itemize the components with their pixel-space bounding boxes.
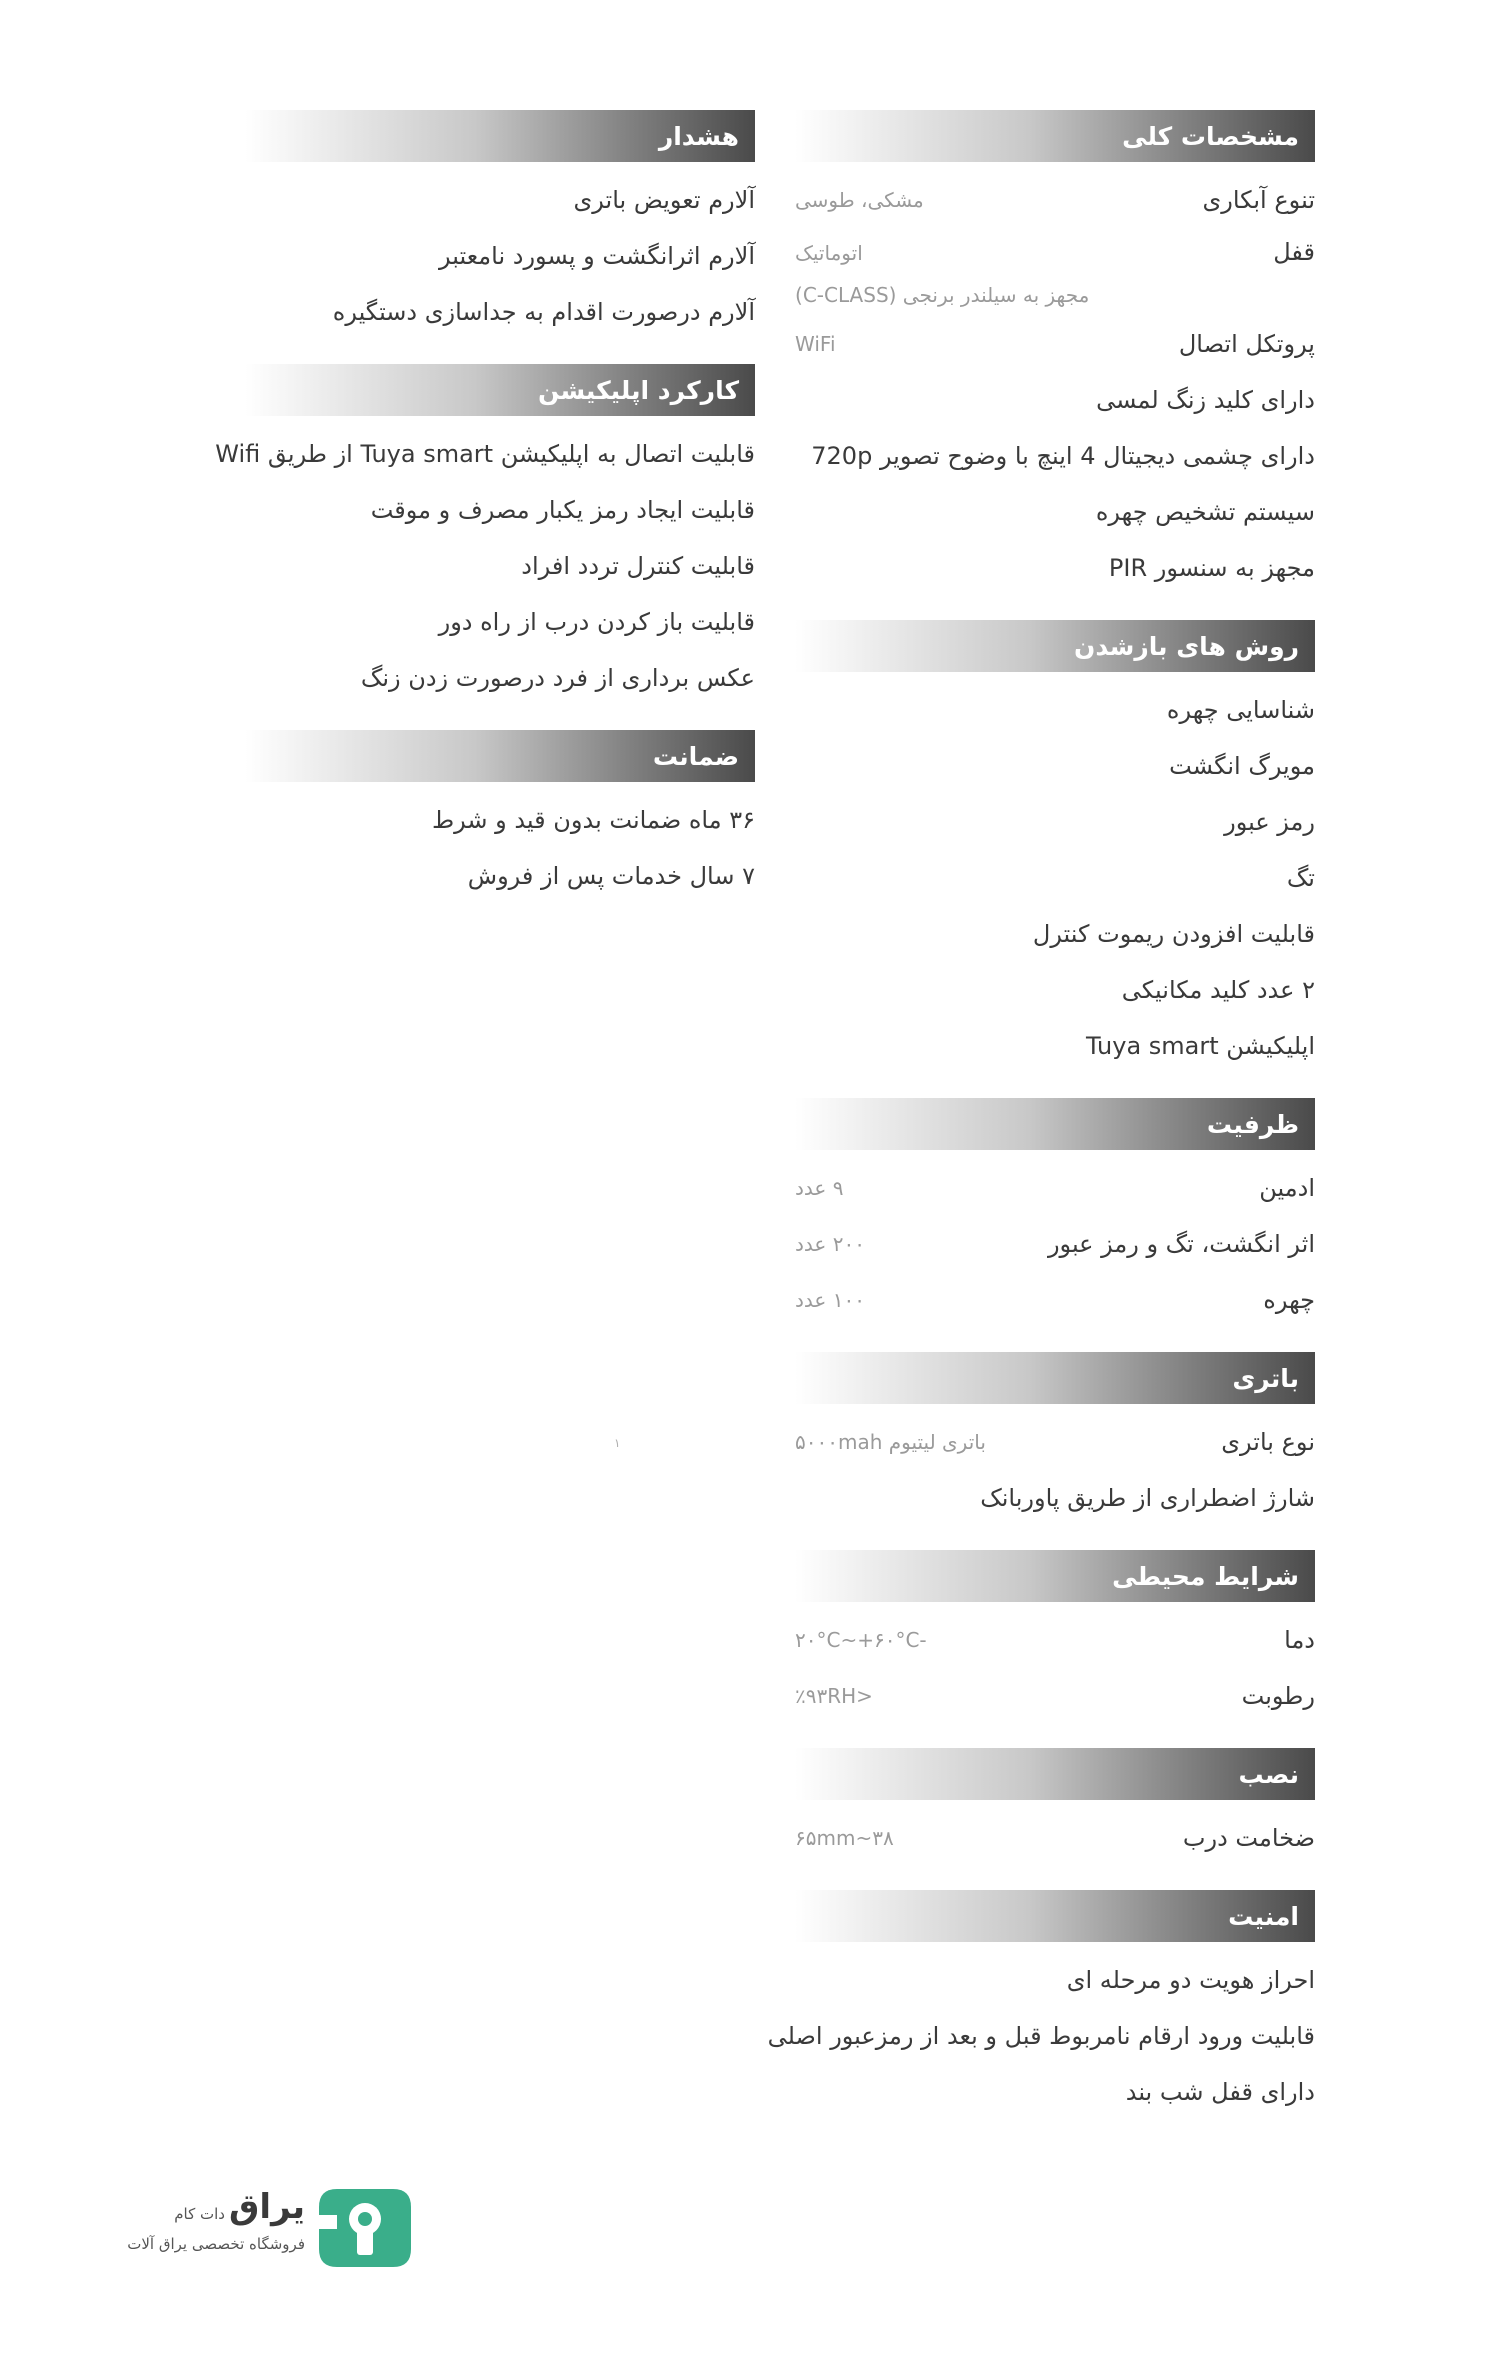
spec-row (795, 1668, 1315, 1724)
brand-name: یراق (229, 2187, 305, 2227)
spec-value: ۲۰۰ عدد (795, 1232, 865, 1256)
spec-value-line: اتوماتیک (795, 241, 863, 265)
left-column (215, 110, 755, 904)
right-column (767, 110, 1315, 2120)
list-item: سیستم تشخیص چهره (1095, 498, 1315, 526)
spec-value: ۹ عدد (795, 1176, 844, 1200)
section-header-capacity (795, 1098, 1315, 1150)
spec-row (795, 1272, 1315, 1328)
section-header-warning (245, 110, 755, 162)
section-header-environment (795, 1550, 1315, 1602)
list-item: قابلیت ورود ارقام نامربوط قبل و بعد از رمزعبور اصلی (767, 2022, 1315, 2050)
key-lock-icon (315, 2185, 415, 2271)
list-item: مجهز به سنسور PIR (1108, 554, 1315, 582)
spec-label: رطوبت (1241, 1682, 1315, 1710)
section-header-battery (795, 1352, 1315, 1404)
section-header-security (795, 1890, 1315, 1942)
list-item: احراز هویت دو مرحله ای (1066, 1966, 1315, 1994)
list-item: دارای چشمی دیجیتال 4 اینچ با وضوح تصویر 720p (811, 442, 1315, 470)
list-item: قابلیت اتصال به اپلیکیشن Tuya smart از طریق Wifi (215, 440, 755, 468)
section-title: هشدار (658, 121, 739, 151)
spec-label: اثر انگشت، تگ و رمز عبور (1047, 1230, 1315, 1258)
spec-row (795, 1414, 1315, 1470)
list-item: رمز عبور (1224, 808, 1315, 836)
list-item: تگ (1286, 864, 1315, 892)
spec-label: چهره (1263, 1286, 1315, 1314)
section-header-warranty (245, 730, 755, 782)
spec-row (795, 228, 1315, 316)
section-title: امنیت (1228, 1901, 1299, 1931)
spec-value: باتری لیتیوم ۵۰۰۰mah (795, 1430, 986, 1454)
list-item: قابلیت افزودن ریموت کنترل (1032, 920, 1315, 948)
section-title: شرایط محیطی (1112, 1561, 1299, 1591)
section-title: ضمانت (652, 741, 739, 771)
list-item: دارای کلید زنگ لمسی (1096, 386, 1315, 414)
spec-value: ۱۰۰ عدد (795, 1288, 865, 1312)
list-item: ۳۶ ماه ضمانت بدون قید و شرط (431, 806, 755, 834)
spec-value-line: مجهز به سیلندر برنجی (C-CLASS) (795, 283, 1090, 307)
spec-value: مشکی، طوسی (795, 188, 924, 212)
spec-row (795, 1216, 1315, 1272)
spec-label: نوع باتری (1221, 1428, 1315, 1456)
spec-value: ۳۸~۶۵mm (795, 1826, 894, 1850)
spec-value (795, 232, 1089, 316)
list-item: آلارم اثرانگشت و پسورد نامعتبر (439, 242, 755, 270)
list-item: شارژ اضطراری از طریق پاوربانک (980, 1484, 1315, 1512)
spec-label: ادمین (1259, 1174, 1315, 1202)
spec-label: ضخامت درب (1182, 1824, 1315, 1852)
list-item: عکس برداری از فرد درصورت زدن زنگ (360, 664, 755, 692)
section-title: روش های بازشدن (1074, 631, 1299, 661)
section-title: مشخصات کلی (1122, 121, 1299, 151)
list-item: مویرگ انگشت (1169, 752, 1315, 780)
spec-label: تنوع آبکاری (1202, 186, 1315, 214)
list-item: قابلیت ایجاد رمز یکبار مصرف و موقت (370, 496, 755, 524)
spec-value: -۲۰°C~+۶۰°C (795, 1628, 927, 1652)
spec-row (795, 1160, 1315, 1216)
list-item: اپلیکیشن Tuya smart (1086, 1032, 1315, 1060)
list-item: قابلیت باز کردن درب از راه دور (438, 608, 755, 636)
section-title: نصب (1238, 1759, 1299, 1789)
section-header-general (795, 110, 1315, 162)
spec-row (795, 1810, 1315, 1866)
page-mark: ۱ (614, 1436, 621, 1450)
brand-suffix: دات کام (174, 2205, 225, 2223)
section-header-app (245, 364, 755, 416)
spec-label: دما (1284, 1626, 1315, 1654)
section-title: باتری (1232, 1363, 1299, 1393)
brand-tagline: فروشگاه تخصصی یراق آلات (127, 2235, 305, 2253)
spec-label: پروتکل اتصال (1178, 330, 1315, 358)
section-title: ظرفیت (1206, 1109, 1299, 1139)
list-item: ۷ سال خدمات پس از فروش (467, 862, 755, 890)
spec-label: قفل (1273, 238, 1315, 266)
spec-value: WiFi (795, 332, 836, 356)
section-header-unlock (795, 620, 1315, 672)
list-item: قابلیت کنترل تردد افراد (521, 552, 755, 580)
spec-row (795, 316, 1315, 372)
section-title: کارکرد اپلیکیشن (538, 375, 739, 405)
section-header-install (795, 1748, 1315, 1800)
list-item: دارای قفل شب بند (1125, 2078, 1315, 2106)
spec-value: <٪۹۳RH (795, 1684, 873, 1708)
list-item: ۲ عدد کلید مکانیکی (1121, 976, 1315, 1004)
brand-logo (105, 2185, 435, 2275)
spec-row (795, 1612, 1315, 1668)
list-item: شناسایی چهره (1166, 696, 1315, 724)
list-item: آلارم تعویض باتری (573, 186, 755, 214)
spec-row (795, 172, 1315, 228)
list-item: آلارم درصورت اقدام به جداسازی دستگیره (332, 298, 755, 326)
